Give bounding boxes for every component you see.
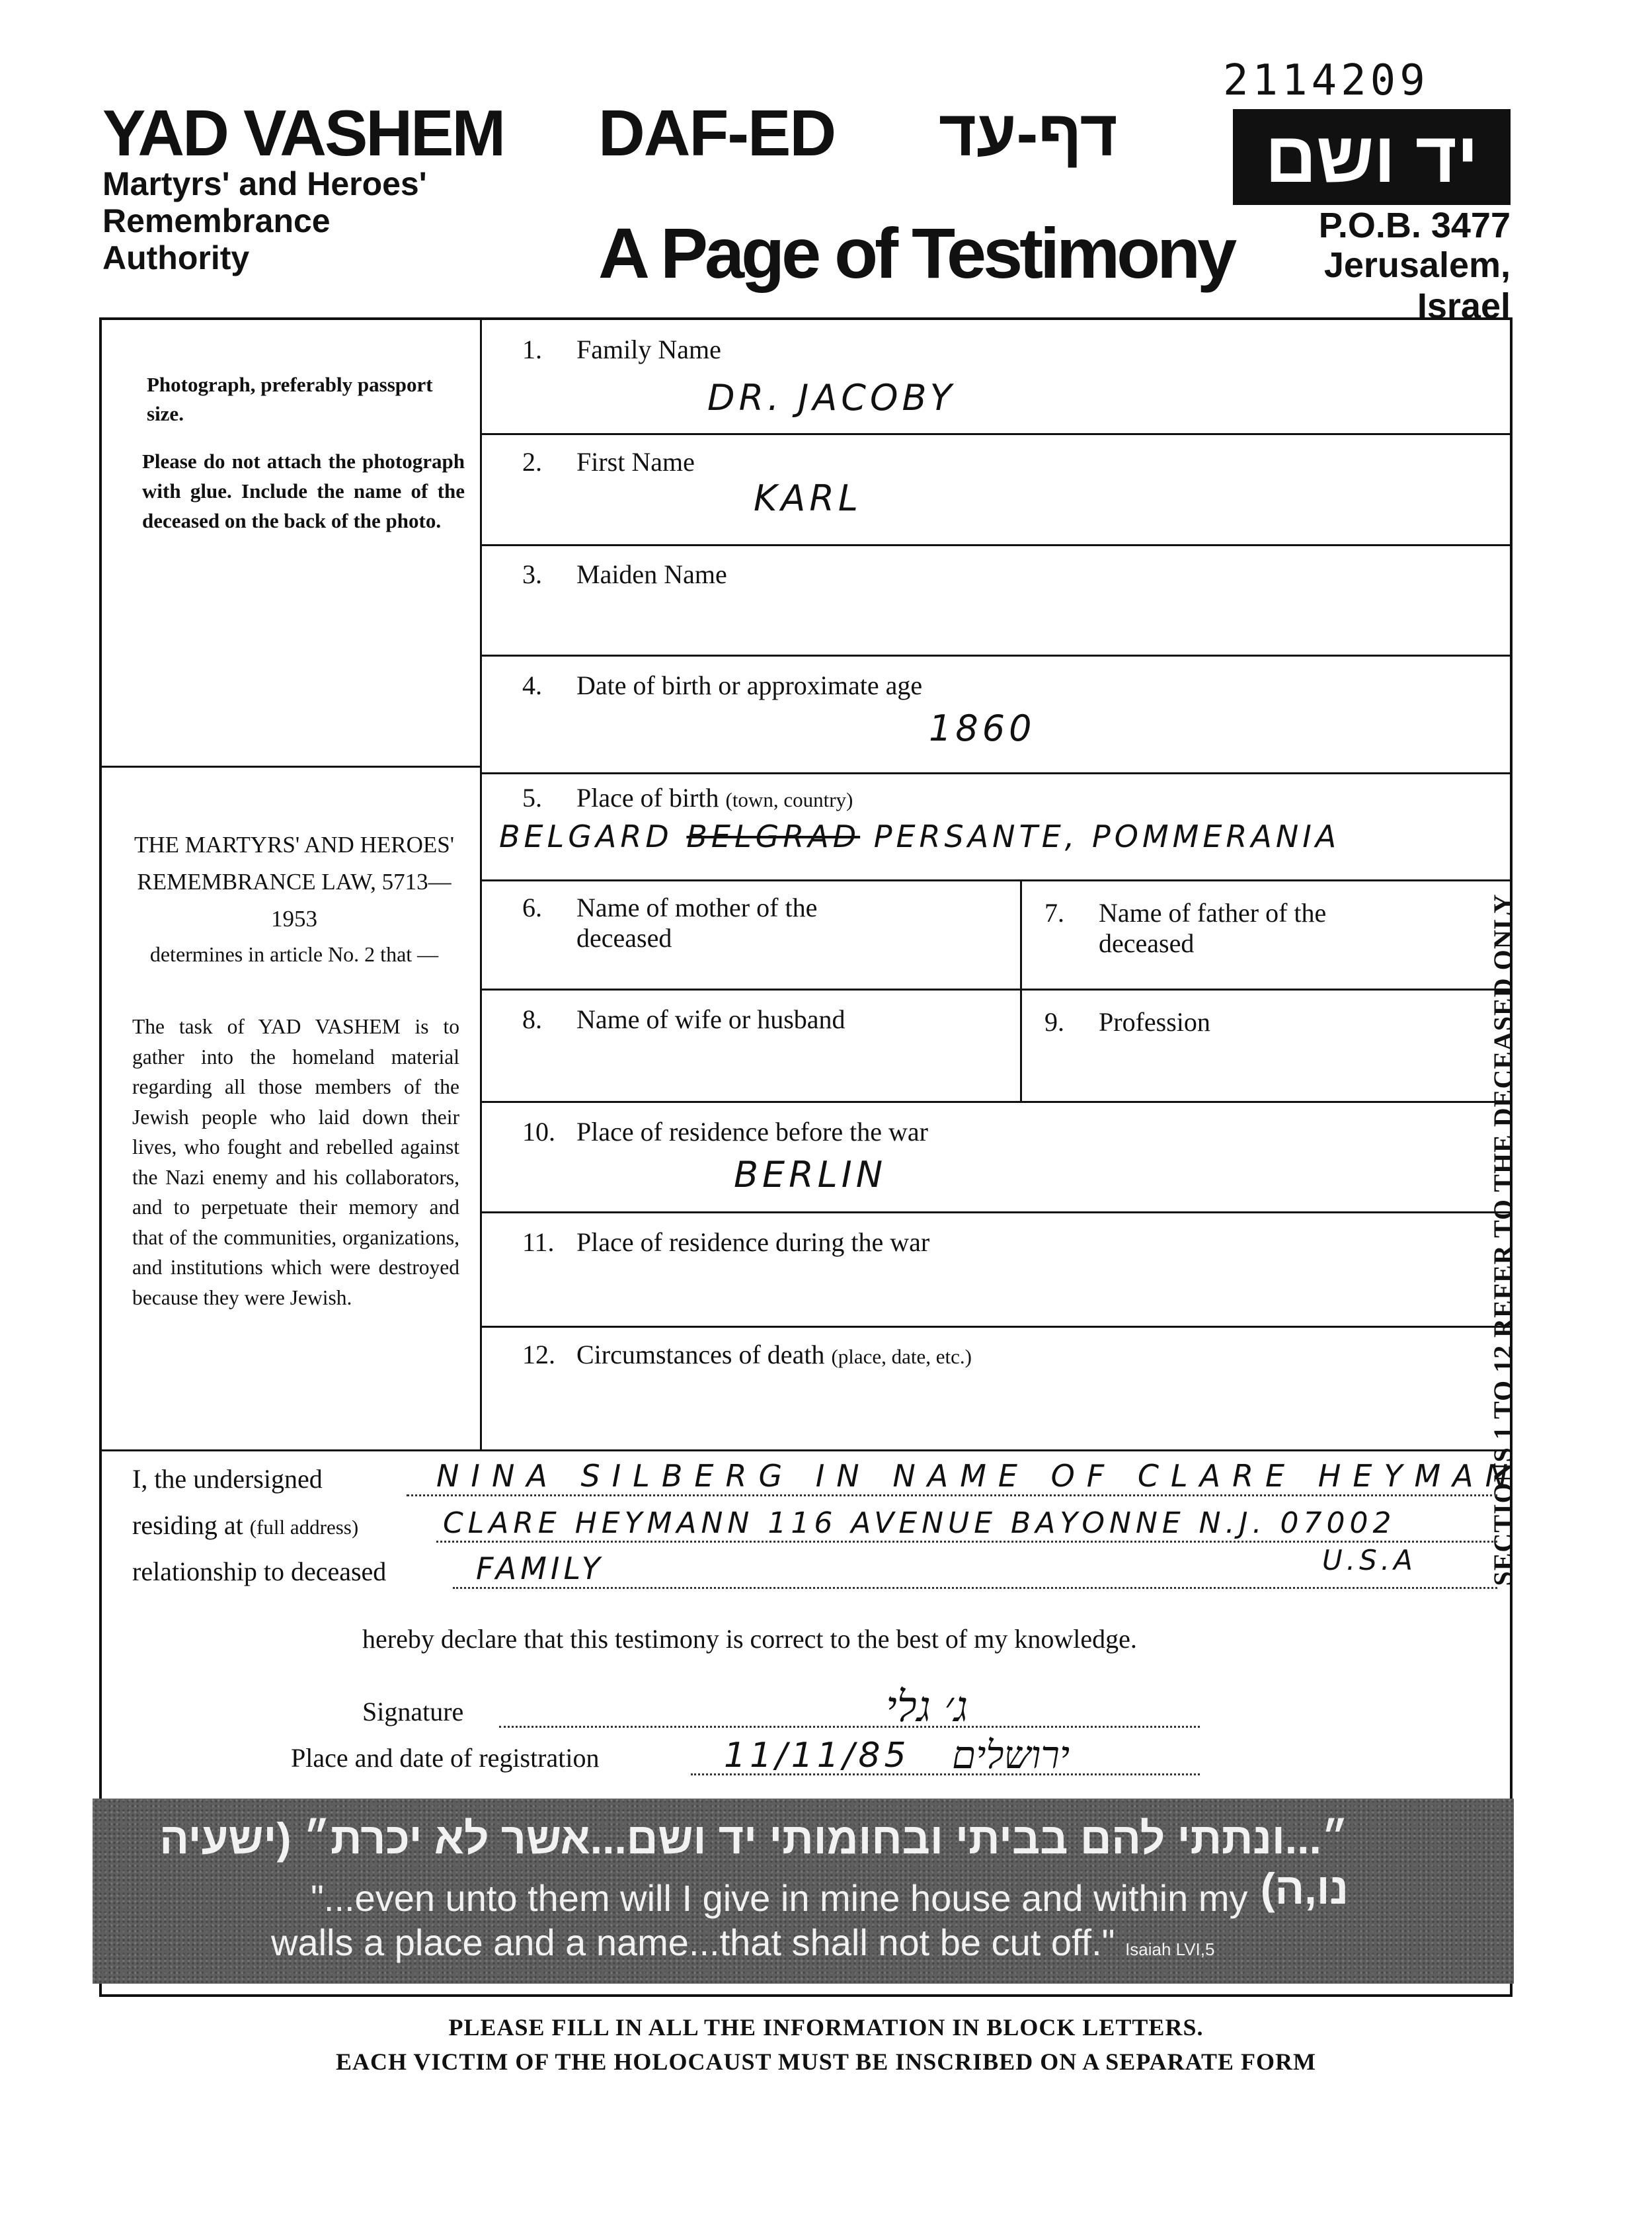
field-label-note: (town, country) <box>725 788 853 811</box>
column-divider <box>480 317 482 1451</box>
birthplace-rest: PERSANTE, POMMERANIA <box>873 819 1341 854</box>
field-number: 7. <box>1044 898 1064 928</box>
field-label: Place of birth <box>576 783 719 813</box>
org-subtitle-line: Martyrs' and Heroes' <box>102 165 427 202</box>
country-value[interactable]: U.S.A <box>1322 1544 1417 1576</box>
photo-instruction: Please do not attach the photograph with glue. Include the name of the deceased on the back of the photo. <box>142 450 465 532</box>
field-number: 2. <box>522 447 542 477</box>
field-spouse-label <box>522 1004 846 1035</box>
left-panel-divider <box>99 766 481 768</box>
field-number: 4. <box>522 670 542 700</box>
cell-divider <box>1020 989 1022 1101</box>
banner-citation: Isaiah LVI,5 <box>1125 1939 1215 1959</box>
field-residence-during-label <box>522 1227 929 1258</box>
signature-line <box>499 1726 1200 1728</box>
registration-label: Place and date of registration <box>291 1743 600 1773</box>
relationship-value[interactable]: FAMILY <box>476 1551 604 1586</box>
field-maiden-name-label <box>522 559 727 590</box>
row-divider <box>481 989 1513 991</box>
row-divider <box>481 544 1513 546</box>
footer-instruction: EACH VICTIM OF THE HOLOCAUST MUST BE INSCRIBED ON A SEPARATE FORM <box>336 2048 1316 2075</box>
registration-place[interactable]: ירושלים <box>952 1732 1070 1777</box>
field-number: 1. <box>522 335 542 364</box>
yad-vashem-logo: יד ושם <box>1233 109 1511 205</box>
undersigned-line <box>407 1494 1497 1496</box>
field-father-label <box>1044 898 1494 959</box>
field-number: 8. <box>522 1004 542 1034</box>
field-birthplace-value[interactable] <box>499 819 1340 854</box>
residing-label <box>132 1510 358 1541</box>
row-divider <box>481 879 1513 881</box>
row-divider <box>481 772 1513 774</box>
residing-note: (full address) <box>249 1516 359 1539</box>
banner-english-text: walls a place and a name...that shall not be cut off." <box>271 1922 1115 1963</box>
cell-divider <box>1020 879 1022 989</box>
row-divider <box>481 655 1513 657</box>
field-birthplace-label <box>522 782 853 813</box>
page-title: A Page of Testimony <box>598 213 1234 293</box>
row-divider <box>481 1101 1513 1103</box>
field-label: Name of wife or husband <box>576 1004 846 1034</box>
field-label: Date of birth or approximate age <box>576 670 923 700</box>
field-residence-before-label <box>522 1116 928 1147</box>
field-label: Name of father of the deceased <box>1099 898 1327 958</box>
law-text: The task of YAD VASHEM is to gather into the homeland material regarding all those members of the Jewish people who laid down their lives, who fought and rebelled against the Nazi enemy and his collaborators, and to perpetuate their memory and that of the communities, organizations, and institutions which were destroyed because they were Jewish. <box>132 1015 459 1309</box>
city: Jerusalem, Israel <box>1323 245 1511 326</box>
signature-value[interactable]: ג׳ גלי <box>886 1683 968 1732</box>
field-first-name-label <box>522 446 695 477</box>
residing-line <box>436 1541 1497 1543</box>
banner-hebrew-quote: ״...ונתתי להם בביתי ובחומותי יד ושם...אשר לא יכרת״ (ישעיה נו,ה) <box>159 1814 1349 1913</box>
field-mother-label <box>522 893 959 953</box>
field-death-circumstances-label <box>522 1339 972 1370</box>
field-birth-date-value[interactable]: 1860 <box>929 708 1036 749</box>
field-residence-before-value[interactable]: BERLIN <box>734 1154 887 1196</box>
footer-instruction: PLEASE FILL IN ALL THE INFORMATION IN BLOCK LETTERS. <box>448 2014 1204 2041</box>
org-subtitle <box>102 165 427 276</box>
residing-text: residing at <box>132 1510 243 1540</box>
relationship-label: relationship to deceased <box>132 1557 387 1586</box>
field-number: 11. <box>522 1227 555 1257</box>
document-number: 2114209 <box>1223 56 1429 105</box>
field-label: Profession <box>1099 1007 1210 1037</box>
law-title: THE MARTYRS' AND HEROES' REMEMBRANCE LAW, 5713—1953 <box>134 832 455 932</box>
undersigned-label: I, the undersigned <box>132 1464 323 1494</box>
field-label-note: (place, date, etc.) <box>831 1345 972 1368</box>
law-article: determines in article No. 2 that — <box>149 942 439 966</box>
birthplace-town: BELGARD <box>499 819 673 854</box>
org-subtitle-line: Remembrance <box>102 202 331 239</box>
field-family-name-value[interactable]: DR. JACOBY <box>707 377 956 419</box>
field-number: 6. <box>522 893 542 922</box>
field-label: Maiden Name <box>576 559 727 589</box>
row-divider <box>481 433 1513 435</box>
org-title: YAD VASHEM <box>102 97 504 169</box>
field-first-name-value[interactable]: KARL <box>754 477 862 519</box>
field-number: 10. <box>522 1117 555 1147</box>
org-subtitle-line: Authority <box>102 239 250 276</box>
row-divider <box>481 1326 1513 1328</box>
sections-note: SECTIONS 1 TO 12 REFER TO THE DECEASED ONLY <box>1488 893 1518 1586</box>
birthplace-struck: BELGRAD <box>686 819 861 854</box>
signature-label: Signature <box>362 1697 464 1726</box>
field-number: 3. <box>522 559 542 589</box>
field-number: 9. <box>1044 1007 1064 1037</box>
undersigned-value[interactable]: NINA SILBERG IN NAME OF CLARE HEYMAN <box>436 1458 1520 1494</box>
po-box: P.O.B. 3477 <box>1318 206 1511 245</box>
field-profession-label <box>1044 1006 1210 1037</box>
registration-date[interactable]: 11/11/85 <box>724 1736 910 1775</box>
field-label: First Name <box>576 447 695 477</box>
photo-caption: Photograph, preferably passport size. <box>147 373 433 425</box>
banner-english-line2 <box>271 1921 1214 1964</box>
row-divider <box>481 1211 1513 1213</box>
declaration-statement: hereby declare that this testimony is correct to the best of my knowledge. <box>362 1624 1137 1654</box>
field-label: Name of mother of the deceased <box>576 893 818 953</box>
declaration-divider <box>99 1449 1513 1451</box>
residing-value[interactable]: CLARE HEYMANN 116 AVENUE BAYONNE N.J. 07002 <box>443 1506 1396 1540</box>
field-label: Family Name <box>576 335 721 364</box>
banner-english-line1: "...even unto them will I give in mine house and within my <box>311 1877 1248 1919</box>
field-birth-date-label <box>522 670 922 701</box>
field-label: Place of residence during the war <box>576 1227 930 1257</box>
dafed-hebrew-title: דף-עד <box>939 97 1118 169</box>
field-label: Circumstances of death <box>576 1340 825 1369</box>
field-family-name-label <box>522 334 721 365</box>
dafed-title: DAF-ED <box>598 97 836 169</box>
field-number: 5. <box>522 783 542 813</box>
field-label: Place of residence before the war <box>576 1117 928 1147</box>
field-number: 12. <box>522 1340 555 1369</box>
relationship-line <box>453 1587 1497 1589</box>
